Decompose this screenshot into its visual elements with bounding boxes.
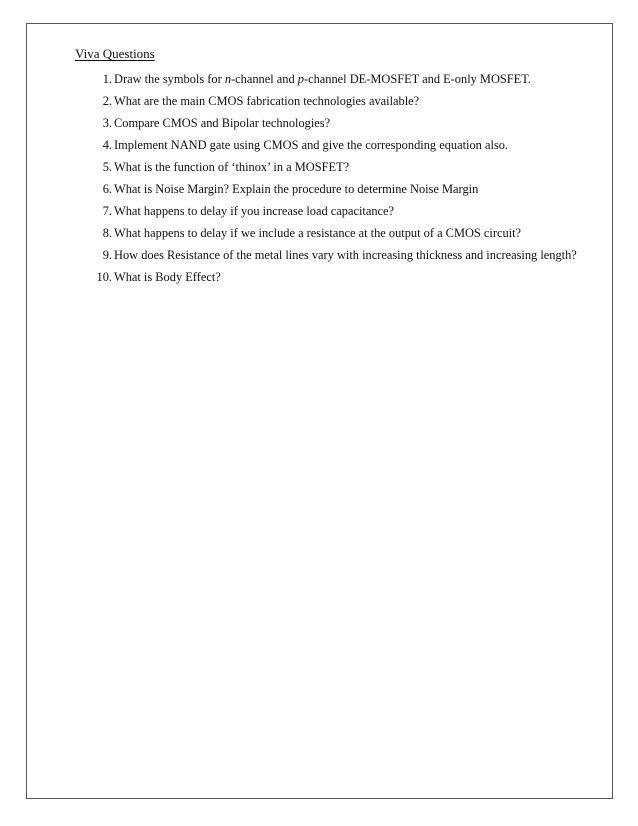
question-text: How does Resistance of the metal lines vary with increasing thickness and increasing length? (114, 248, 577, 262)
question-text: What happens to delay if you increase load capacitance? (114, 204, 395, 218)
list-item (82, 160, 577, 182)
list-item (82, 204, 577, 226)
question-text: What are the main CMOS fabrication technologies available? (114, 94, 420, 108)
question-number: 4. (102, 138, 112, 152)
question-number: 10. (96, 270, 112, 284)
question-text: What is the function of ‘thinox’ in a MOSFET? (114, 160, 350, 174)
question-text: What is Body Effect? (114, 270, 221, 284)
question-list (82, 72, 577, 292)
question-text: Implement NAND gate using CMOS and give the corresponding equation also. (114, 138, 509, 152)
list-item (82, 94, 577, 116)
question-text: What is Noise Margin? Explain the procedure to determine Noise Margin (114, 182, 479, 196)
question-number: 8. (102, 226, 112, 240)
question-number: 6. (102, 182, 112, 196)
page-heading: Viva Questions (75, 46, 155, 61)
list-item (82, 270, 577, 292)
list-item (82, 72, 577, 94)
question-number: 1. (102, 72, 112, 86)
question-number: 3. (102, 116, 112, 130)
list-item (82, 138, 577, 160)
question-number: 5. (102, 160, 112, 174)
question-text: What happens to delay if we include a resistance at the output of a CMOS circuit? (114, 226, 522, 240)
question-text: Draw the symbols for n-channel and p-channel DE-MOSFET and E-only MOSFET. (114, 72, 531, 86)
question-number: 7. (102, 204, 112, 218)
list-item (82, 226, 577, 248)
question-number: 2. (102, 94, 112, 108)
list-item (82, 116, 577, 138)
question-number: 9. (102, 248, 112, 262)
list-item (82, 248, 577, 270)
question-text: Compare CMOS and Bipolar technologies? (114, 116, 331, 130)
list-item (82, 182, 577, 204)
